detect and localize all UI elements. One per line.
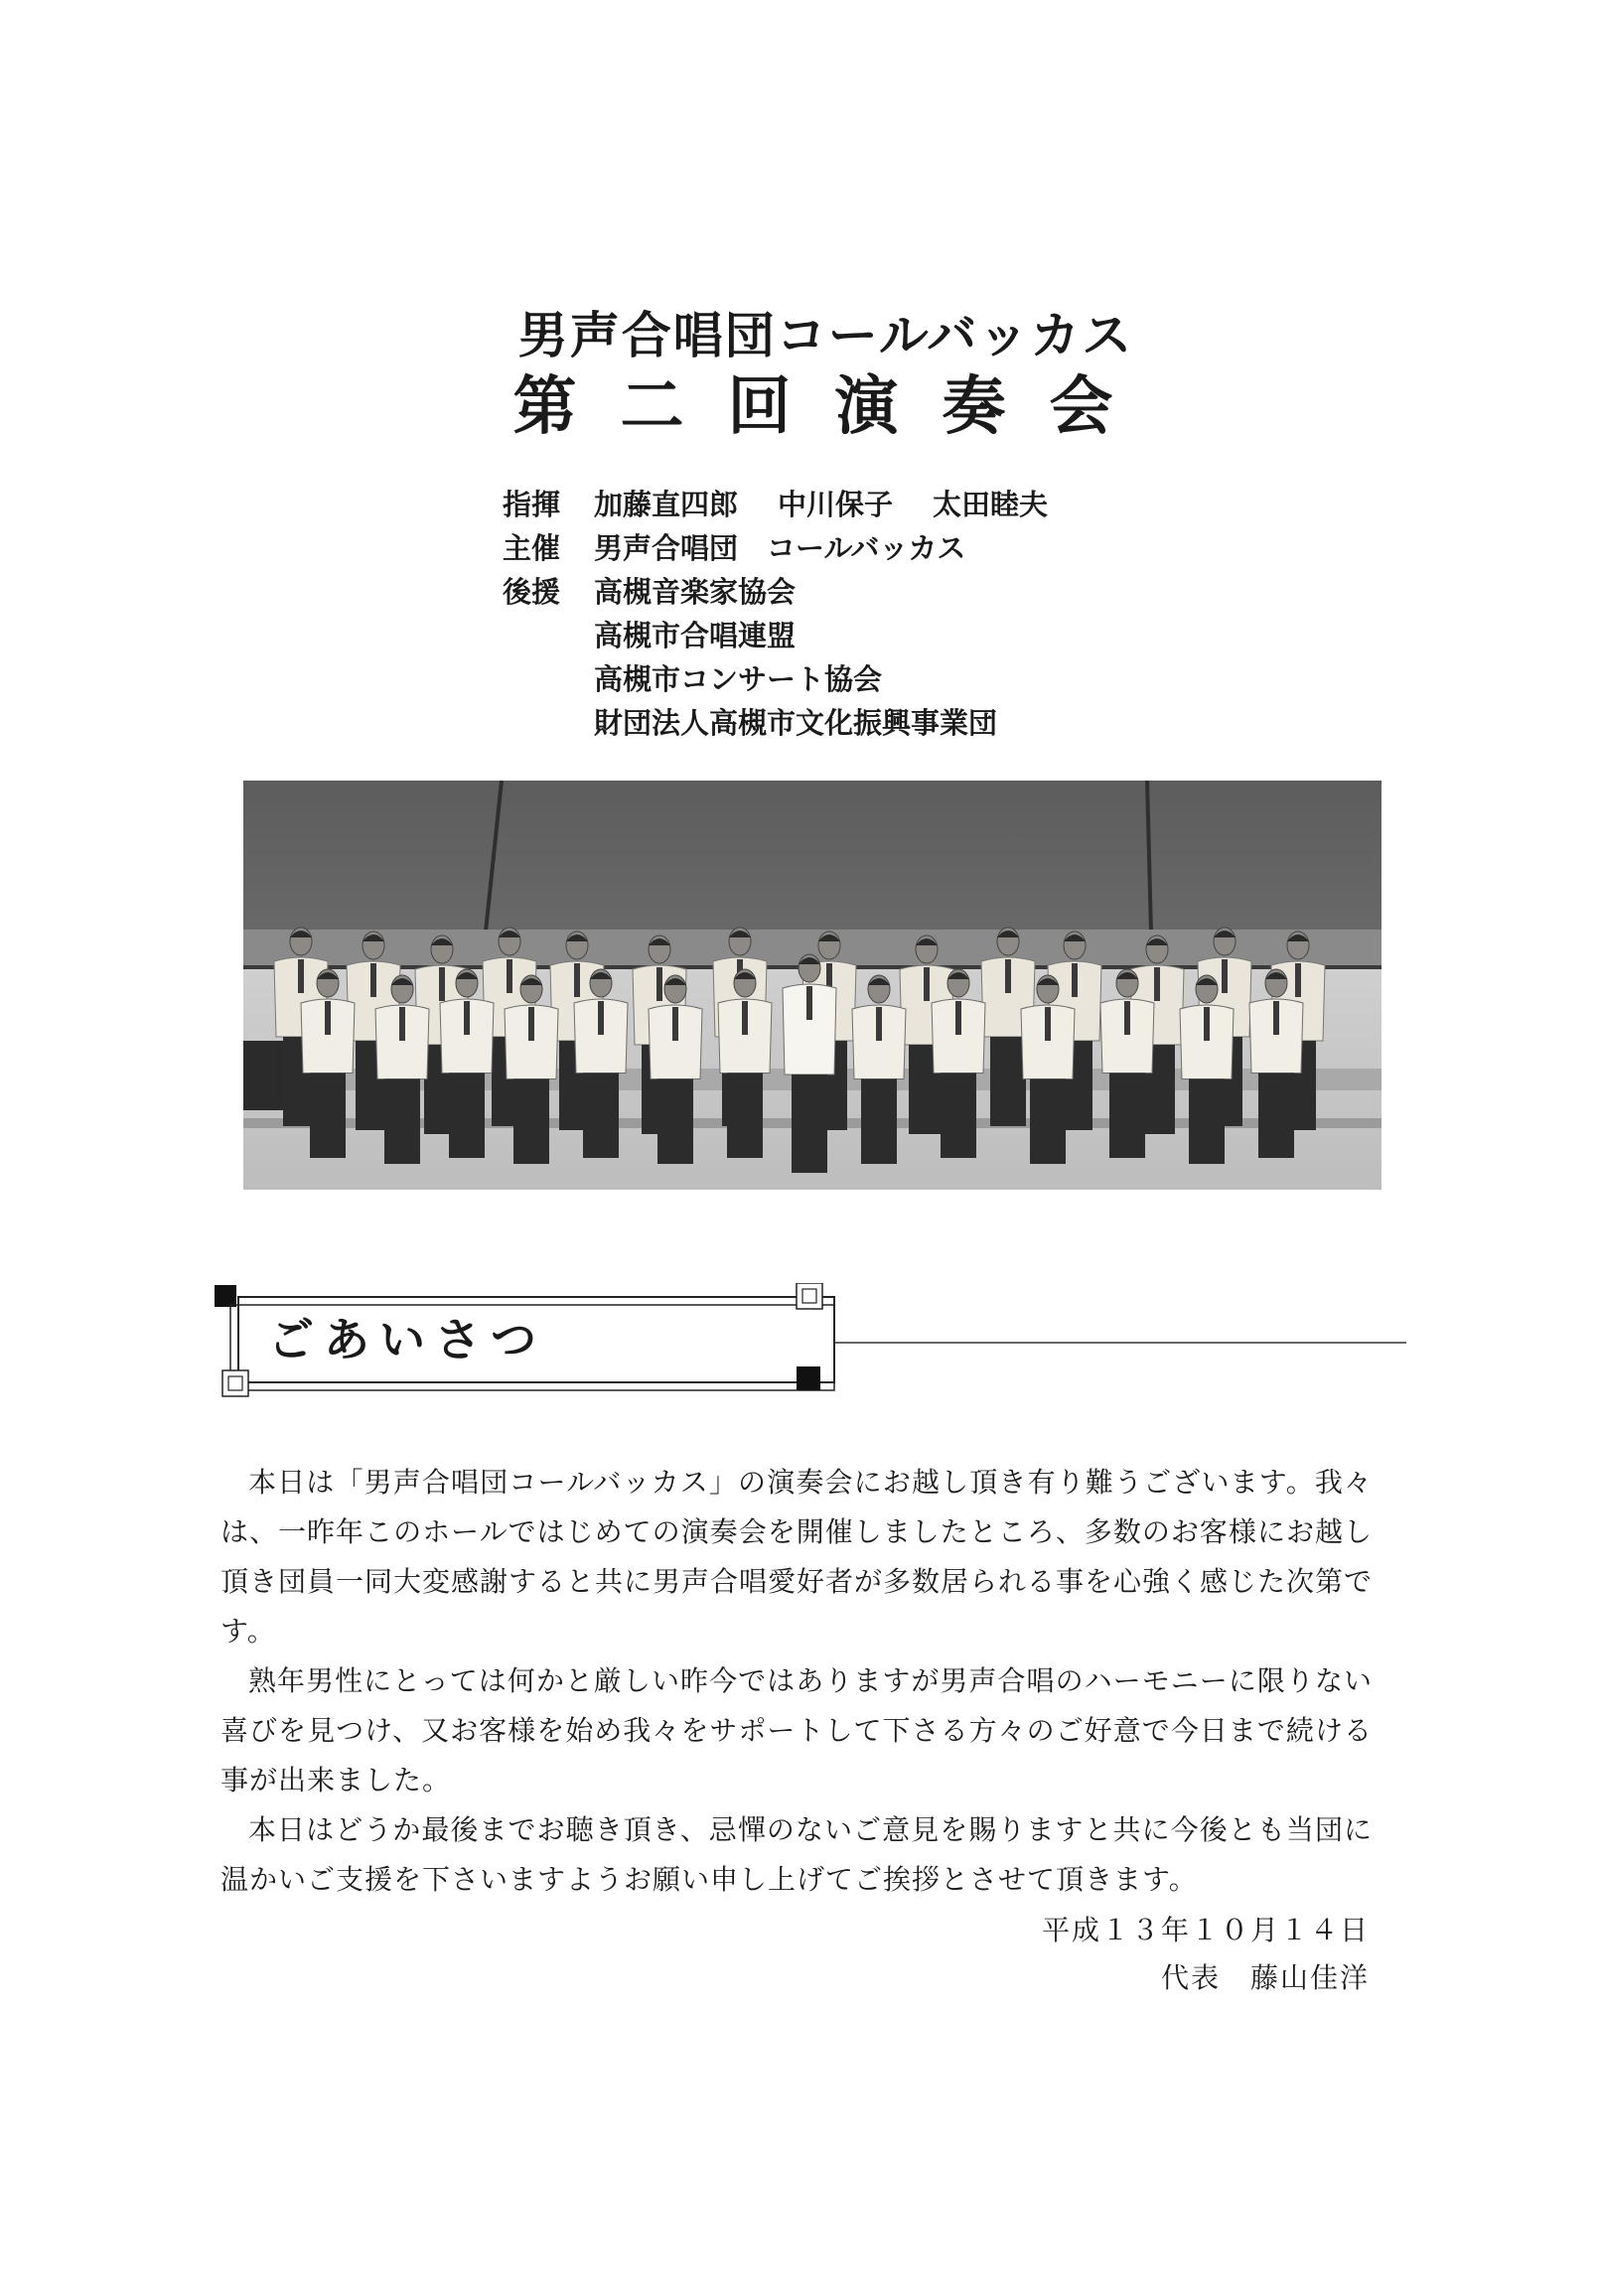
support-item: 高槻音楽家協会 — [594, 575, 797, 609]
greeting-author: 代表 藤山佳洋 — [1160, 1961, 1370, 1994]
conductor-name: 中川保子 — [778, 488, 894, 521]
choir-photo — [243, 781, 1382, 1190]
greeting-date: 平成１３年１０月１４日 — [1041, 1914, 1370, 1946]
greeting-paragraph: 本日はどうか最後までお聴き頂き、忌憚のないご意見を賜りますと共に今後とも当団に温かいご支援を下さいますようお願い申し上げてご挨拶とさせて頂きます。 — [220, 1813, 1373, 1896]
conductor-name: 加藤直四郎 — [594, 488, 739, 521]
greeting-heading: ごあいさつ — [268, 1313, 546, 1366]
credit-support-row — [503, 657, 882, 701]
greeting-paragraph: 本日は「男声合唱団コールバッカス」の演奏会にお越し頂き有り難うございます。我々は、一昨年このホールではじめての演奏会を開催しましたところ、多数のお客様にお越し頂き団員一同大変感謝すると共に男声合唱愛好者が多数居られる事を心強く感じた次第です。 — [220, 1466, 1374, 1648]
credit-organizer-label: 主催 — [503, 531, 561, 565]
support-item: 高槻市コンサート協会 — [594, 662, 883, 696]
credit-organizer-row — [503, 526, 965, 570]
credit-organizer-value: 男声合唱団 コールバッカス — [594, 531, 966, 565]
concert-title: 第二回演奏会 — [512, 369, 1157, 444]
concert-subtitle-choir-name: 男声合唱団コールバッカス — [517, 306, 1134, 364]
credit-conductor-label: 指揮 — [503, 488, 561, 521]
credit-support-row — [503, 570, 796, 614]
support-item: 財団法人高槻市文化振興事業団 — [594, 706, 998, 740]
support-item: 高槻市合唱連盟 — [594, 619, 797, 652]
credit-conductor-row — [503, 483, 1088, 526]
credit-support-row — [503, 614, 796, 657]
conductor-name: 太田睦夫 — [933, 488, 1049, 521]
choir-photo-image — [243, 781, 1382, 1190]
greeting-body — [220, 1458, 1373, 1905]
credit-support-row — [503, 701, 997, 745]
credit-support-label: 後援 — [503, 575, 561, 609]
greeting-paragraph: 熟年男性にとっては何かと厳しい昨今ではありますが男声合唱のハーモニーに限りない喜びを見つけ、又お客様を始め我々をサポートして下さる方々のご好意で今日まで続ける事が出来ました。 — [220, 1664, 1373, 1796]
